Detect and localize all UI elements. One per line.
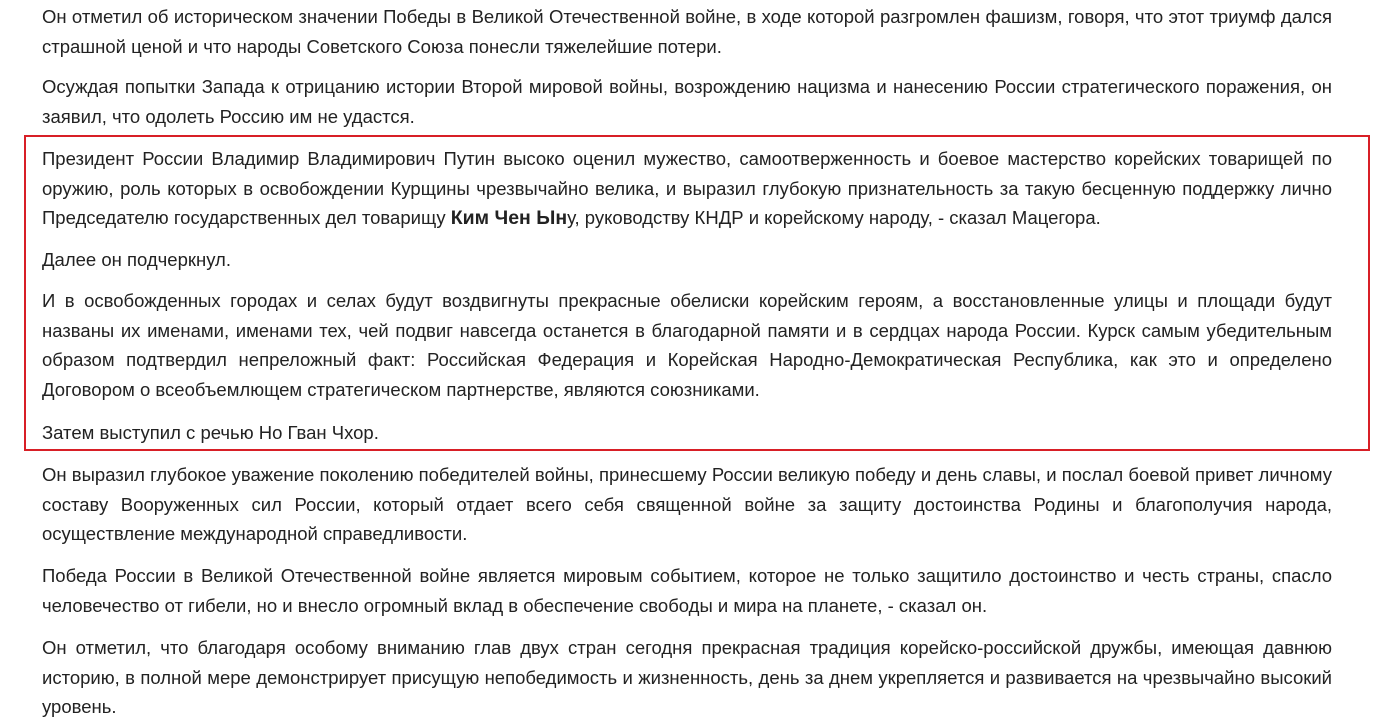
paragraph-world-event: Победа России в Великой Отечественной войне является мировым событием, которое не только защитило достоинство и честь страны, спасло человечество от гибели, но и внесло огромный вклад в обеспечение свободы и мира на планете, - сказал он. — [42, 565, 1332, 616]
leader-name: Ким Чен Ын — [450, 207, 568, 229]
paragraph-speech-intro: Затем выступил с речью Но Гван Чхор. — [42, 422, 379, 443]
paragraph-respect-generation: Он выразил глубокое уважение поколению победителей войны, принесшему России великую победу и день славы, и послал боевой привет личному составу Вооруженных сил России, который отдает всего себя священной войне за защиту достоинства Родины и благополучия народа, осуществление международной справедливости. — [42, 464, 1332, 544]
putin-gratitude-text: Президент России Владимир Владимирович Путин высоко оценил мужество, самоотверженность и боевое мастерство корейских товарищей по оружию, роль которых в освобождении Курщины чрезвычайно велика, и выразил глубокую признательность за такую бесценную поддержку лично Председателю государственных дел товарищу — [42, 148, 1332, 228]
paragraph-obelisks: И в освобожденных городах и селах будут воздвигнуты прекрасные обелиски корейским героям, а восстановленные улицы и площади будут названы их именами, именами тех, чей подвиг навсегда останется в благодарной памяти и в сердцах народа России. Курск самым убедительным образом подтвердил непреложный факт: Российская Федерация и Корейская Народно-Демократическая Республика, как это и определено Договором о всеобъемлющем стратегическом партнерстве, являются союзниками. — [42, 290, 1332, 400]
paragraph-west-condemnation: Осуждая попытки Запада к отрицанию истории Второй мировой войны, возрождению нацизма и нанесению России стратегического поражения, он заявил, что одолеть Россию им не удастся. — [42, 76, 1332, 127]
paragraph-putin-gratitude — [42, 144, 1332, 234]
paragraph-further-emphasized: Далее он подчеркнул. — [42, 249, 231, 270]
paragraph-victory-significance: Он отметил об историческом значении Победы в Великой Отечественной войне, в ходе которой разгромлен фашизм, говоря, что этот триумф дался страшной ценой и что народы Советского Союза понесли тяжелейшие потери. — [42, 6, 1332, 57]
putin-gratitude-ending: у, руководству КНДР и корейскому народу, - сказал Мацегора. — [567, 207, 1101, 228]
paragraph-friendship-tradition: Он отметил, что благодаря особому вниманию глав двух стран сегодня прекрасная традиция корейско-российской дружбы, имеющая давнюю историю, в полной мере демонстрирует присущую непобедимость и жизненность, день за днем укрепляется и развивается на чрезвычайно высокий уровень. — [42, 637, 1332, 717]
